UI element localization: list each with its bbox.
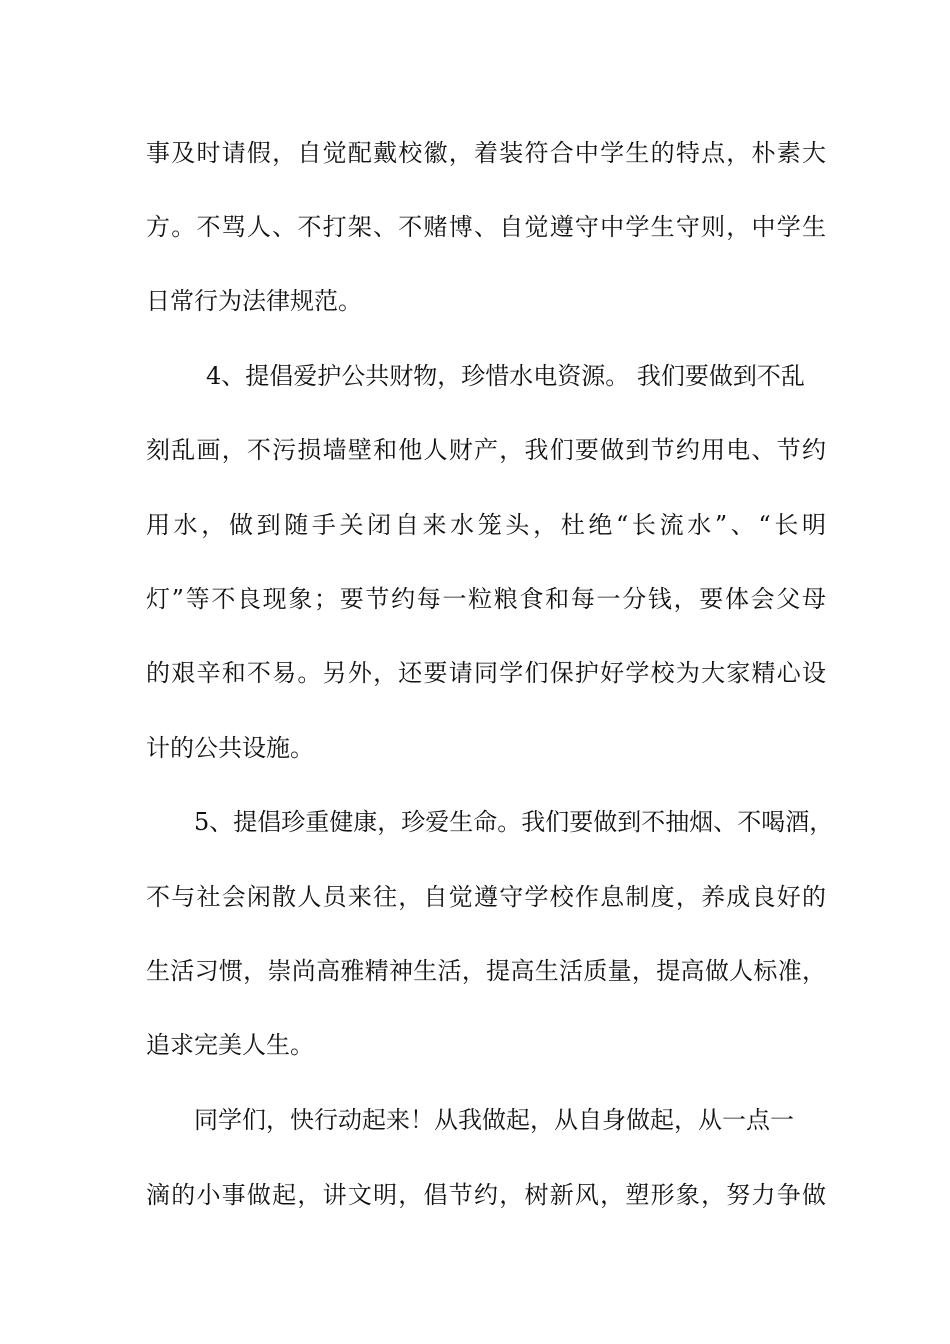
text-line-7: 灯”等不良现象；要节约每一粒粮食和每一分钱，要体会父母 bbox=[146, 585, 826, 613]
paragraph-5-start: 5、提倡珍重健康，珍爱生命。我们要做到不抽烟、不喝酒， bbox=[194, 808, 834, 836]
text-line-12: 生活习惯，崇尚高雅精神生活，提高生活质量，提高做人标准， bbox=[146, 957, 826, 985]
text-line-11: 不与社会闲散人员来往，自觉遵守学校作息制度，养成良好的 bbox=[146, 883, 826, 911]
text-line-13: 追求完美人生。 bbox=[146, 1031, 314, 1059]
text-line-15: 滴的小事做起，讲文明，倡节约，树新风，塑形象，努力争做 bbox=[146, 1181, 826, 1209]
text-line-6: 用水，做到随手关闭自来水笼头，杜绝“长流水”、“长明 bbox=[146, 511, 826, 539]
text-line-1: 事及时请假，自觉配戴校徽，着装符合中学生的特点，朴素大 bbox=[146, 139, 826, 167]
text-line-8: 的艰辛和不易。另外，还要请同学们保护好学校为大家精心设 bbox=[146, 659, 826, 687]
text-line-2: 方。不骂人、不打架、不赌博、自觉遵守中学生守则，中学生 bbox=[146, 213, 826, 241]
closing-paragraph-start: 同学们，快行动起来！从我做起，从自身做起，从一点一 bbox=[194, 1106, 794, 1134]
text-line-3: 日常行为法律规范。 bbox=[146, 287, 362, 315]
paragraph-4-start: 4、提倡爱护公共财物，珍惜水电资源。 我们要做到不乱 bbox=[206, 362, 805, 390]
text-line-9: 计的公共设施。 bbox=[146, 734, 314, 762]
text-line-5: 刻乱画，不污损墙壁和他人财产，我们要做到节约用电、节约 bbox=[146, 436, 826, 464]
